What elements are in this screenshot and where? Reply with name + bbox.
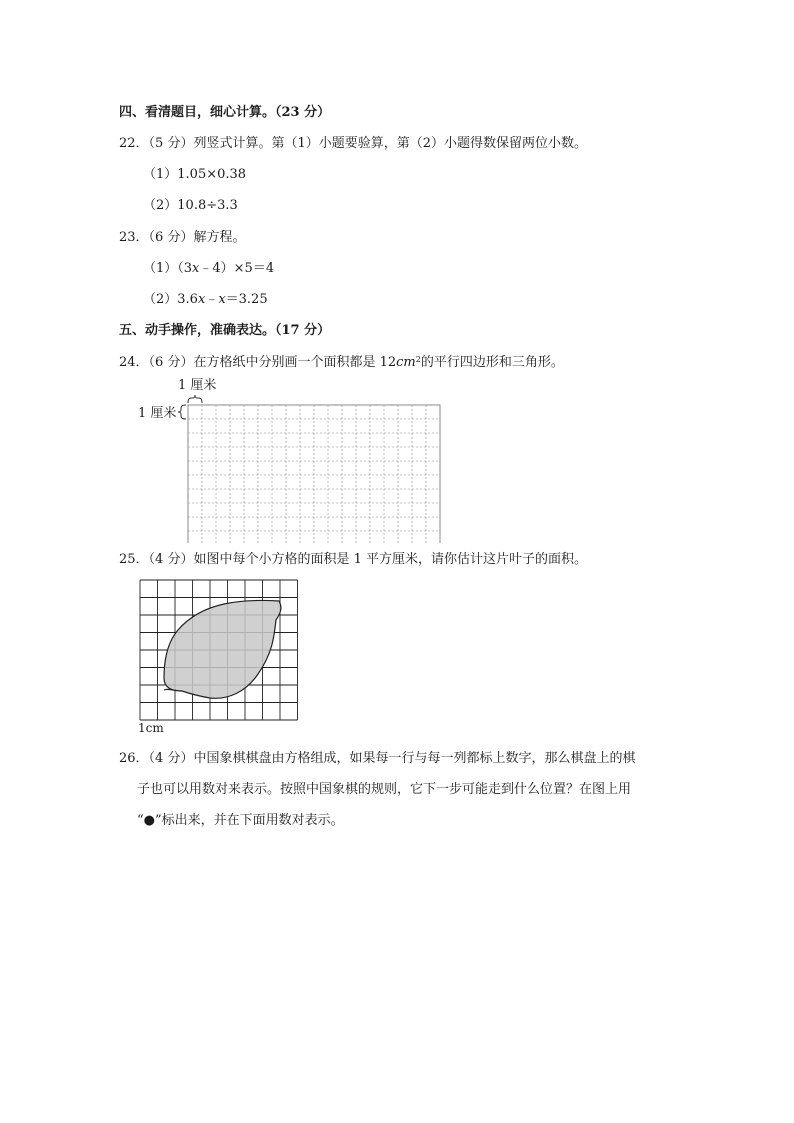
q24-suffix: 的平行四边形和三角形。 xyxy=(420,355,564,370)
q24-prefix: 24．（6 分）在方格纸中分别画一个面积都是 12 xyxy=(119,355,397,370)
grid-label-left: 1 厘米 xyxy=(138,406,177,421)
eq2-variable-2: x xyxy=(218,292,226,307)
question-22-item-1: （1）1.05×0.38 xyxy=(143,167,247,182)
question-24-text xyxy=(119,354,564,372)
question-23-item-2 xyxy=(143,291,268,309)
left-brace xyxy=(178,405,186,419)
section-4-title: 四、看清题目，细心计算。（23 分） xyxy=(119,105,331,120)
question-23-item-1 xyxy=(143,260,274,278)
eq1-prefix: （1）（3 xyxy=(143,261,193,276)
leaf-grid-label: 1cm xyxy=(138,721,164,735)
eq2-variable-1: x xyxy=(197,292,206,307)
top-brace xyxy=(188,395,202,403)
q24-exponent: 2 xyxy=(415,355,421,364)
eq2-suffix: ＝3.25 xyxy=(225,292,268,307)
question-26-line-2: 子也可以用数对来表示。按照中国象棋的规则，它下一步可能走到什么位置？在图上用 xyxy=(137,782,632,797)
q24-unit: cm xyxy=(396,355,416,370)
question-26-line-1: 26．（4 分）中国象棋棋盘由方格组成，如果每一行与每一列都标上数字，那么棋盘上的棋 xyxy=(119,751,636,766)
question-22-item-2: （2）10.8÷3.3 xyxy=(143,198,238,213)
eq2-minus: ﹣ xyxy=(205,292,219,307)
eq1-variable: x xyxy=(192,261,200,276)
question-25-text: 25．（4 分）如图中每个小方格的面积是 1 平方厘米，请你估计这片叶子的面积。 xyxy=(119,552,587,567)
section-5-title: 五、动手操作，准确表达。（17 分） xyxy=(119,323,331,338)
dotted-grid-paper xyxy=(176,393,444,543)
question-22-text: 22．（5 分）列竖式计算。第（1）小题要验算，第（2）小题得数保留两位小数。 xyxy=(119,136,587,151)
question-23-text: 23．（6 分）解方程。 xyxy=(119,230,246,245)
question-26-line-3: “●”标出来，并在下面用数对表示。 xyxy=(137,813,344,828)
grid-label-top: 1 厘米 xyxy=(178,378,217,393)
leaf-grid-figure xyxy=(138,578,302,722)
grid-lines xyxy=(188,405,440,543)
eq1-suffix: ﹣4）×5＝4 xyxy=(199,261,275,276)
eq2-prefix: （2）3.6 xyxy=(143,292,198,307)
